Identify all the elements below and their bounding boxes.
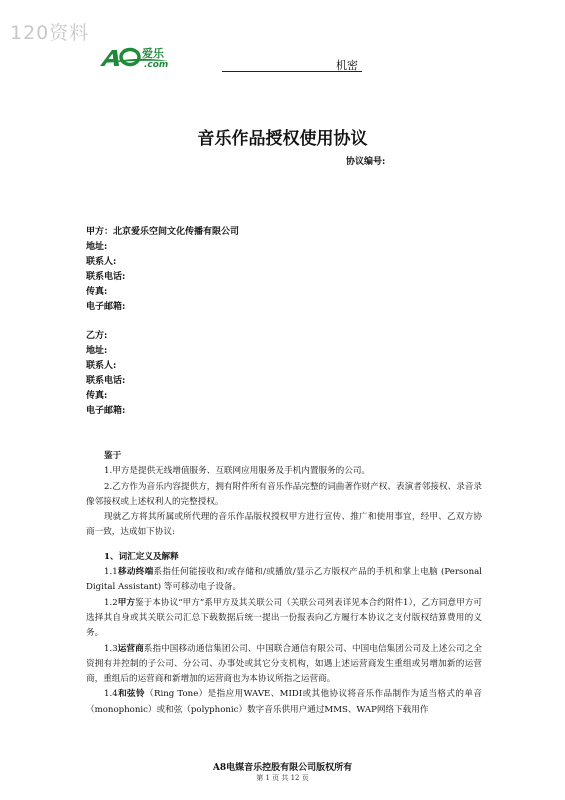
party-b-block <box>86 329 125 419</box>
party-b-name: 乙方: <box>86 331 108 341</box>
party-b-fax: 传真: <box>86 391 108 401</box>
clause-1-3: 1.3运营商系指中国移动通信集团公司、中国联合通信有限公司、中国电信集团公司及上述公司之全资拥有并控制的子公司、分公司、办事处或其它分支机构，如遇上述运营商发生重组或另增加新的运营商，重组后的运营商和新增加的运营商也为本协议所指之运营商。 <box>86 643 482 685</box>
clause-1-1: 1.1移动终端系指任何能接收和/或存储和/或播放/显示乙方版权产品的手机和掌上电脑 (Personal Digital Assistant) 等可移动电子设备。 <box>86 567 482 593</box>
whereas-item-2: 2.乙方作为音乐内容提供方，拥有附件所有音乐作品完整的词曲著作财产权、表演者邻接权、录音录像邻接权或上述权利人的完整授权。 <box>86 481 482 507</box>
agreement-body <box>86 449 482 718</box>
clause-1-4: 1.4和弦铃（Ring Tone）是指应用WAVE、MIDI或其他协议将音乐作品制作为适当格式的单音（monophonic）或和弦（polyphonic）数字音乐供用户通过MMS、WAP网络下载用作 <box>86 689 482 715</box>
party-a-contact: 联系人: <box>86 257 117 267</box>
clause-1-2: 1.2甲方鉴于本协议“甲方”系甲方及其关联公司（关联公司列表详见本合约附件1），乙方同意甲方可选择其自身或其关联公司汇总下载数据后统一提出一份报表向乙方履行本协议之支付版权结算费用的义务。 <box>86 597 482 639</box>
party-a-email: 电子邮箱: <box>86 302 126 312</box>
svg-text:.com: .com <box>144 60 169 70</box>
party-b-email: 电子邮箱: <box>86 406 126 416</box>
party-b-address: 地址: <box>86 346 108 356</box>
section-1-heading: 1、词汇定义及解释 <box>104 551 179 562</box>
page-number: 第 1 页 共 12 页 <box>256 774 309 782</box>
clause-term: 移动终端 <box>117 567 154 578</box>
whereas-item-3: 现就乙方将其所属或所代理的音乐作品版权授权甲方进行宣传、推广和使用事宜，经甲、乙双方协商一致，达成如下协议: <box>86 512 482 538</box>
party-a-fax: 传真: <box>86 287 108 297</box>
party-a-phone: 联系电话: <box>86 272 126 282</box>
company-logo <box>98 44 210 70</box>
clause-term: 运营商 <box>117 643 144 654</box>
party-a-address: 地址: <box>86 242 108 252</box>
clause-term: 和弦铃 <box>117 689 146 700</box>
watermark-text: 120资料 <box>10 22 90 44</box>
page-footer <box>0 760 565 783</box>
whereas-heading: 鉴于 <box>104 451 122 461</box>
party-a-block <box>86 225 239 315</box>
svg-text:爱乐: 爱乐 <box>142 47 164 60</box>
agreement-number-label: 协议编号: <box>346 157 386 167</box>
footer-copyright: A8电媒音乐控股有限公司版权所有 <box>212 763 353 773</box>
party-a-name: 甲方：北京爱乐空间文化传播有限公司 <box>86 227 240 237</box>
whereas-item-1: 1.甲方是提供无线增值服务、互联网应用服务及手机内置服务的公司。 <box>104 466 371 477</box>
confidential-label: 机密 <box>336 59 358 72</box>
document-title: 音乐作品授权使用协议 <box>197 129 368 149</box>
clause-term: 甲方 <box>117 597 135 608</box>
party-b-phone: 联系电话: <box>86 376 126 386</box>
party-b-contact: 联系人: <box>86 361 117 371</box>
